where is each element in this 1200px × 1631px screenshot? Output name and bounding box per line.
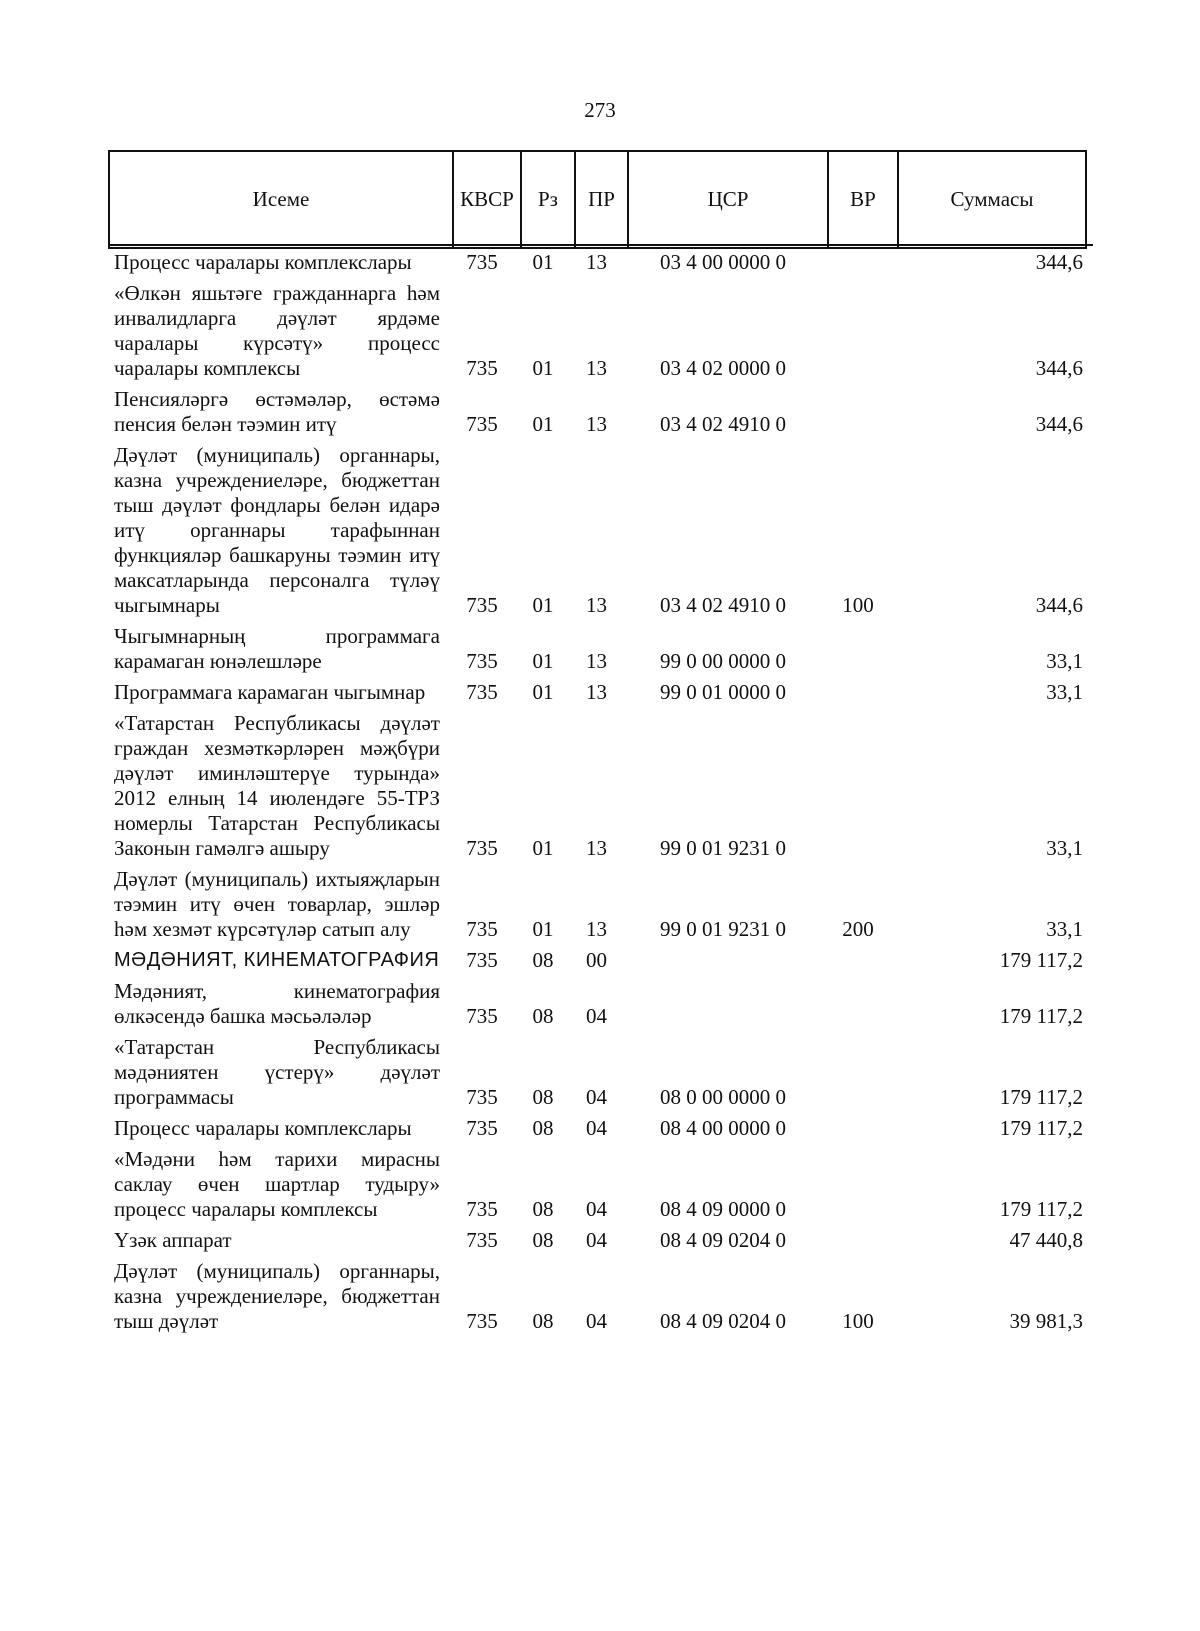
column-header-name: Исеме [109,151,453,248]
cell-kvsr: 735 [466,680,498,704]
cell-kvsr: 735 [466,1197,498,1221]
table-body [108,244,1093,1340]
cell-sum: 179 117,2 [999,948,1083,972]
table-row [108,281,1093,381]
table-row [108,1035,1093,1110]
table-row [108,1147,1093,1222]
cell-pr: 04 [586,1228,607,1252]
cell-sum: 47 440,8 [1009,1228,1083,1252]
cell-rz: 08 [532,1085,554,1109]
cell-sum: 344,6 [1035,356,1083,380]
cell-rz: 01 [532,412,554,436]
cell-rz: 01 [532,250,554,274]
table-row [108,1259,1093,1334]
cell-rz: 01 [532,356,554,380]
cell-name: Процесс чаралары комплекслары [114,250,412,274]
cell-name: Мәдәният, кинематография өлкәсендә башка мәсьәләләр [114,979,440,1028]
cell-kvsr: 735 [466,412,498,436]
column-header-pr: ПР [575,151,628,248]
cell-sum: 344,6 [1035,593,1083,617]
cell-kvsr: 735 [466,1085,498,1109]
cell-rz: 08 [532,1004,554,1028]
cell-rz: 08 [532,1116,554,1140]
cell-pr: 13 [586,649,607,673]
cell-rz: 08 [532,948,554,972]
cell-pr: 13 [586,680,607,704]
cell-kvsr: 735 [466,1116,498,1140]
cell-csr: 08 4 09 0000 0 [660,1197,786,1221]
cell-pr: 04 [586,1309,607,1333]
cell-vr: 100 [842,1309,874,1333]
cell-name: «Татарстан Республикасы мәдәниятен үстерү» дәүләт программасы [114,1035,440,1109]
cell-rz: 08 [532,1197,554,1221]
table-row [108,711,1093,861]
cell-pr: 13 [586,836,607,860]
cell-rz: 01 [532,680,554,704]
cell-name: Чыгымнарның программага карамаган юнәлешләре [114,624,440,673]
table-row [108,1116,1093,1141]
cell-kvsr: 735 [466,1004,498,1028]
cell-kvsr: 735 [466,649,498,673]
cell-kvsr: 735 [466,593,498,617]
cell-csr: 99 0 01 9231 0 [660,917,786,941]
table-row [108,443,1093,618]
cell-kvsr: 735 [466,250,498,274]
cell-csr: 08 4 09 0204 0 [660,1309,786,1333]
cell-name: Пенсияләргә өстәмәләр, өстәмә пенсия белән тәэмин итү [114,387,440,436]
cell-csr: 99 0 00 0000 0 [660,649,786,673]
cell-csr: 08 0 00 0000 0 [660,1085,786,1109]
column-header-vr: ВР [828,151,898,248]
cell-pr: 04 [586,1004,607,1028]
cell-pr: 13 [586,412,607,436]
cell-name: Дәүләт (муниципаль) ихтыяҗларын тәэмин итү өчен товарлар, эшләр һәм хезмәт күрсәтүләр сатып алу [114,867,440,941]
cell-name: Дәүләт (муниципаль) органнары, казна учреждениеләре, бюджеттан тыш дәүләт фондлары белән идарә итү органнары тарафыннан функцияләр башкаруны тәэмин итү максатларында персоналга түләү чыгымнары [114,443,440,617]
cell-name: Процесс чаралары комплекслары [114,1116,412,1140]
cell-kvsr: 735 [466,1228,498,1252]
cell-rz: 01 [532,649,554,673]
cell-vr: 100 [842,593,874,617]
cell-rz: 01 [532,917,554,941]
cell-pr: 13 [586,356,607,380]
cell-name: «Мәдәни һәм тарихи мирасны саклау өчен шартлар тудыру» процесс чаралары комплексы [114,1147,440,1221]
column-header-rz: Рз [521,151,575,248]
cell-pr: 00 [586,948,607,972]
column-header-sum: Суммасы [898,151,1086,248]
table-row [108,624,1093,674]
cell-sum: 179 117,2 [999,1197,1083,1221]
table-row [108,680,1093,705]
cell-pr: 13 [586,250,607,274]
cell-pr: 04 [586,1197,607,1221]
cell-csr: 08 4 09 0204 0 [660,1228,786,1252]
cell-kvsr: 735 [466,917,498,941]
cell-sum: 33,1 [1046,680,1083,704]
cell-csr: 99 0 01 9231 0 [660,836,786,860]
cell-kvsr: 735 [466,836,498,860]
cell-csr: 03 4 02 0000 0 [660,356,786,380]
cell-name: Дәүләт (муниципаль) органнары, казна учреждениеләре, бюджеттан тыш дәүләт [114,1259,440,1333]
cell-pr: 13 [586,593,607,617]
cell-pr: 04 [586,1085,607,1109]
cell-name: МӘДӘНИЯТ, КИНЕМАТОГРАФИЯ [114,949,440,971]
cell-kvsr: 735 [466,1309,498,1333]
cell-sum: 33,1 [1046,836,1083,860]
cell-sum: 344,6 [1035,250,1083,274]
table-row [108,979,1093,1029]
cell-sum: 179 117,2 [999,1116,1083,1140]
page-number: 273 [584,98,616,122]
cell-kvsr: 735 [466,948,498,972]
table-row [108,948,1093,973]
cell-sum: 179 117,2 [999,1085,1083,1109]
column-header-kvsr: КВСР [453,151,521,248]
column-header-csr: ЦСР [628,151,828,248]
cell-sum: 33,1 [1046,649,1083,673]
table-row [108,244,1093,275]
cell-rz: 01 [532,593,554,617]
cell-pr: 04 [586,1116,607,1140]
table-row [108,1228,1093,1253]
cell-csr: 03 4 02 4910 0 [660,593,786,617]
cell-kvsr: 735 [466,356,498,380]
cell-pr: 13 [586,917,607,941]
cell-sum: 39 981,3 [1009,1309,1083,1333]
cell-csr: 99 0 01 0000 0 [660,680,786,704]
cell-name: «Өлкән яшьтәге гражданнарга һәм инвалидларга дәүләт ярдәме чаралары күрсәтү» процесс чаралары комплексы [114,281,440,380]
cell-rz: 01 [532,836,554,860]
cell-csr: 03 4 02 4910 0 [660,412,786,436]
cell-sum: 179 117,2 [999,1004,1083,1028]
table-row [108,867,1093,942]
cell-name: «Татарстан Республикасы дәүләт граждан хезмәткәрләрен мәҗбүри дәүләт иминләштерүе турында» 2012 елның 14 июлендәге 55-ТРЗ номерлы Татарстан Республикасы Законын гамәлгә ашыру [114,711,440,860]
cell-csr: 03 4 00 0000 0 [660,250,786,274]
cell-sum: 344,6 [1035,412,1083,436]
cell-sum: 33,1 [1046,917,1083,941]
table-row [108,387,1093,437]
cell-csr: 08 4 00 0000 0 [660,1116,786,1140]
cell-rz: 08 [532,1228,554,1252]
table-header [108,150,1087,249]
cell-rz: 08 [532,1309,554,1333]
cell-name: Үзәк аппарат [114,1228,232,1252]
cell-vr: 200 [842,917,874,941]
cell-name: Программага карамаган чыгымнар [114,680,426,704]
